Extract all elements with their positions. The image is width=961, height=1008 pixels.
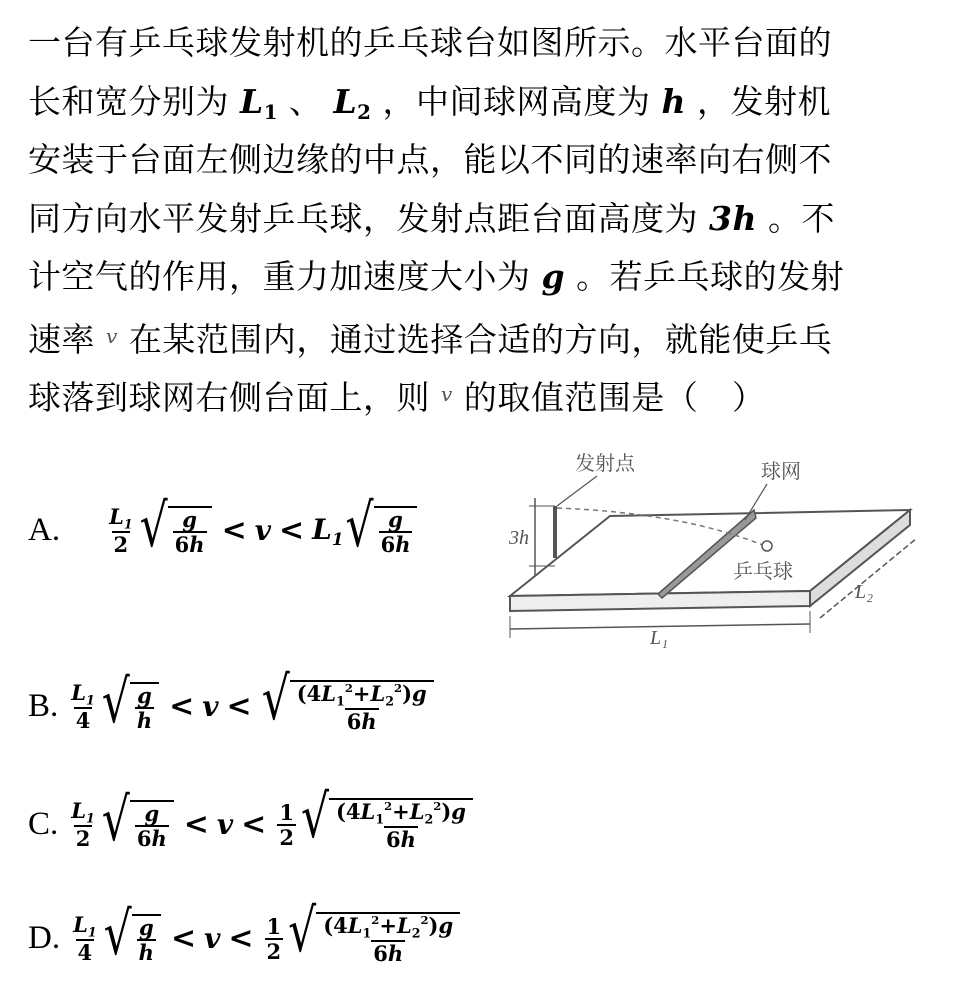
option-a[interactable] — [28, 491, 419, 561]
option-c-formula: $\frac{L_1}{2}$ √ $\frac{g}{6h}$ < v < $\frac{1}{2}$ √ $\frac{(4L_1^2+L_2^2)g}{6h}$ — [66, 798, 475, 852]
ball-icon — [762, 541, 772, 551]
var-h: h — [661, 81, 686, 121]
ball-label: 乒乓球 — [733, 561, 793, 583]
L2-label: L₂ — [855, 581, 874, 603]
option-d[interactable] — [28, 897, 462, 969]
question-line-6: 速率 $^v$ 在某范围内，通过选择合适的方向，就能使乒乓 — [28, 319, 833, 359]
option-b-formula: $\frac{L_1}{4}$ √ $\frac{g}{h}$ < v < √ $\frac{(4L_1^2+L_2^2)g}{6h}$ — [66, 680, 435, 734]
option-c-label: C. — [28, 806, 59, 843]
launch-point-label: 发射点 — [575, 453, 635, 475]
question-line-4: 同方向水平发射乒乓球，发射点距台面高度为 3h 。不 — [28, 198, 835, 238]
option-c[interactable] — [28, 783, 475, 855]
question-line-7: 球落到球网右侧台面上，则 $^v$ 的取值范围是（ ） — [28, 378, 766, 417]
option-d-label: D. — [28, 920, 61, 957]
var-v-2: v — [441, 382, 453, 406]
height-label: 3h — [509, 527, 529, 549]
var-L2: $L_2$ — [333, 81, 372, 124]
question-line-2: 长和宽分别为 $L_1$ 、 $L_2$ ，中间球网高度为 h ，发射机 — [28, 81, 831, 124]
question-line-3: 安装于台面左侧边缘的中点，能以不同的速率向右侧不 — [28, 140, 832, 179]
var-g: g — [541, 257, 566, 296]
option-d-formula: $\frac{L_1}{4}$ √ $\frac{g}{h}$ < v < $\frac{1}{2}$ √ $\frac{(4L_1^2+L_2^2)g}{6h}$ — [68, 912, 462, 966]
launch-leader — [557, 476, 597, 506]
question-line-1: 一台有乒乓球发射机的乒乓球台如图所示。水平台面的 — [28, 23, 832, 62]
option-b[interactable] — [28, 665, 436, 737]
option-a-formula: $\frac{L_1}{2}$ √ $\frac{g}{6h}$ < v < $L_1$ √ $\frac{g}{6h}$ — [104, 505, 419, 556]
question-text — [28, 14, 940, 424]
var-v: v — [106, 323, 118, 348]
table-figure — [505, 448, 925, 648]
question-line-5: 计空气的作用，重力加速度大小为 g 。若乒乓球的发射 — [28, 257, 845, 296]
option-a-label: A. — [28, 512, 61, 549]
L1-label: L₁ — [650, 627, 669, 648]
net-label: 球网 — [761, 461, 801, 483]
option-b-label: B. — [28, 688, 59, 725]
var-L1: $L_1$ — [240, 81, 278, 124]
var-3h: 3h — [709, 198, 757, 238]
